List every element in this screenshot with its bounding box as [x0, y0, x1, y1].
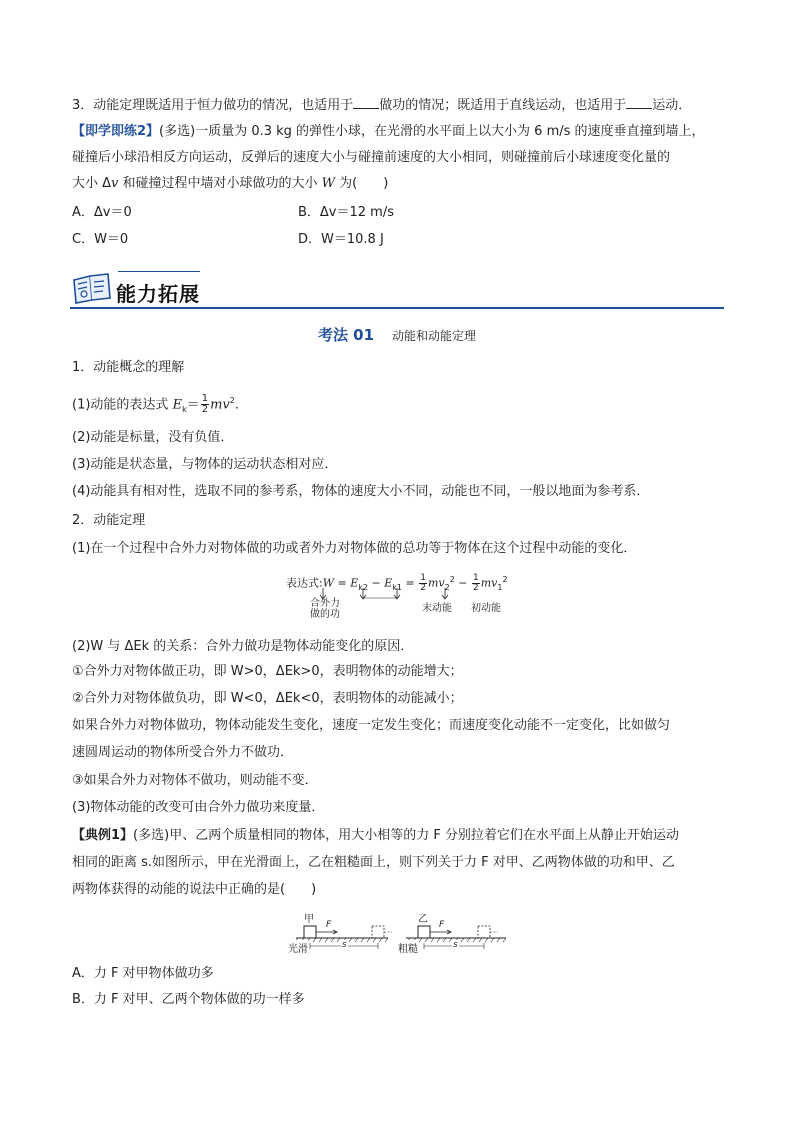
section-title-overline — [118, 271, 200, 272]
practice-text-3b: 和碰撞过程中墙对小球做功的大小 — [118, 176, 322, 191]
practice-text-1: (多选)一质量为 0.3 kg 的弹性小球，在光滑的水平面上以大小为 6 m/s 的速度垂直撞到墙上， — [159, 124, 705, 139]
label-force-left: F — [326, 920, 332, 930]
paragraph-4: (4)动能具有相对性，选取不同的参考系，物体的速度大小不同，动能也不同，一般以地面为参考系． — [72, 484, 650, 499]
symbol-v: v — [111, 176, 119, 191]
example-text-1: (多选)甲、乙两个质量相同的物体，用大小相等的力 F 分别拉着它们在水平面上从静止开始运动 — [133, 828, 679, 843]
option-a[interactable]: A．Δv＝0 — [72, 205, 132, 220]
fill-blank-1[interactable] — [353, 96, 379, 109]
q3-text-a: 3．动能定理既适用于恒力做功的情况，也适用于 — [72, 98, 354, 113]
fill-blank-2[interactable] — [626, 96, 652, 109]
book-icon — [70, 270, 114, 306]
fraction-half: $\frac{1}{2}$ — [201, 393, 209, 416]
label-force-right: F — [439, 920, 445, 930]
question-3 — [72, 96, 691, 116]
paragraph-7: ①合外力对物体做正功，即 W>0，ΔEk>0，表明物体的动能增大； — [72, 664, 463, 679]
symbol-w: W — [321, 176, 336, 191]
paragraph-12: (3)物体动能的改变可由合外力做功来度量． — [72, 800, 325, 815]
practice-line-3 — [72, 174, 388, 194]
note-initial-ke: 初动能 — [471, 603, 501, 614]
topic-code: 考法 01 — [317, 326, 375, 344]
option-d[interactable]: D．W＝10.8 J — [298, 232, 384, 247]
heading-1: 1．动能概念的理解 — [72, 360, 185, 375]
example-figure — [286, 908, 510, 956]
paragraph-5: (1)在一个过程中合外力对物体做的功或者外力对物体做的总功等于物体在这个过程中动能的变化． — [72, 541, 637, 556]
ek-symbol: E — [172, 397, 183, 413]
practice-line-1 — [72, 122, 705, 142]
paragraph-11: ③如果合外力对物体不做功，则动能不变． — [72, 773, 318, 788]
paragraph-2: (2)动能是标量，没有负值． — [72, 430, 234, 445]
mv-symbol: mv — [210, 397, 230, 413]
mv-sup: 2 — [229, 396, 235, 405]
paragraph-10: 速圆周运动的物体所受合外力不做功． — [72, 745, 294, 760]
practice-tag: 【即学即练2】 — [72, 124, 160, 139]
option-c[interactable]: C．W＝0 — [72, 232, 129, 247]
example-option-b[interactable]: B．力 F 对甲、乙两个物体做的功一样多 — [72, 992, 305, 1007]
p1-prefix: (1)动能的表达式 — [72, 397, 173, 413]
practice-text-3a: 大小 Δ — [72, 176, 112, 191]
example-line-2: 相同的距离 s.如图所示，甲在光滑面上，乙在粗糙面上，则下列关于力 F 对甲、乙两物体做的功和甲、乙 — [72, 855, 675, 870]
topic-title: 动能和动能定理 — [392, 329, 477, 343]
example-line-1 — [72, 826, 679, 846]
practice-text-3c: 为( ) — [335, 176, 389, 191]
label-jia: 甲 — [304, 914, 314, 925]
p1-eq: ＝ — [186, 397, 200, 413]
paragraph-3: (3)动能是状态量，与物体的运动状态相对应． — [72, 457, 338, 472]
example-option-a[interactable]: A．力 F 对甲物体做功多 — [72, 966, 214, 981]
q3-text-b: 做功的情况；既适用于直线运动，也适用于 — [379, 98, 627, 113]
kinetic-energy-theorem-formula: 表达式:W = $E_{k2} - E_{k1}$ = $\frac{1}{2}$ $mv_2^2$ − $\frac{1}{2}$ $mv_1^2$ 合外力 做的功 末动能 初动能 — [286, 573, 508, 620]
ek-sub: k — [182, 404, 187, 414]
note-total-work-1: 合外力 — [310, 598, 340, 609]
note-final-ke: 末动能 — [422, 603, 452, 614]
paragraph-6: (2)W 与 ΔEk 的关系：合外力做功是物体动能变化的原因． — [72, 639, 414, 654]
section-title: 能力拓展 — [116, 282, 200, 306]
kinetic-energy-expression: (1)动能的表达式 $E_k=$ $\frac{1}{2}$ $mv^2$. — [72, 393, 239, 416]
example-tag: 【典例1】 — [72, 828, 134, 843]
label-s-right: s — [453, 940, 458, 950]
paragraph-9: 如果合外力对物体做功，物体动能发生变化，速度一定发生变化；而速度变化动能不一定变化，比如做匀 — [72, 718, 671, 733]
label-smooth: 光滑 — [288, 940, 308, 955]
label-yi: 乙 — [418, 914, 428, 925]
q3-text-c: 运动． — [652, 98, 692, 113]
paragraph-8: ②合外力对物体做负功，即 W<0，ΔEk<0，表明物体的动能减小； — [72, 691, 463, 706]
label-s-left: s — [342, 940, 347, 950]
option-b[interactable]: B．Δv＝12 m/s — [298, 205, 394, 220]
note-total-work-2: 做的功 — [310, 609, 340, 620]
heading-2: 2．动能定理 — [72, 513, 146, 528]
label-rough: 粗糙 — [398, 940, 418, 955]
practice-line-2: 碰撞后小球沿相反方向运动，反弹后的速度大小与碰撞前速度的大小相同，则碰撞前后小球速度变化量的 — [72, 150, 671, 165]
section-divider — [70, 307, 724, 309]
topic-heading — [0, 324, 794, 345]
example-line-3: 两物体获得的动能的说法中正确的是( ) — [72, 882, 317, 897]
